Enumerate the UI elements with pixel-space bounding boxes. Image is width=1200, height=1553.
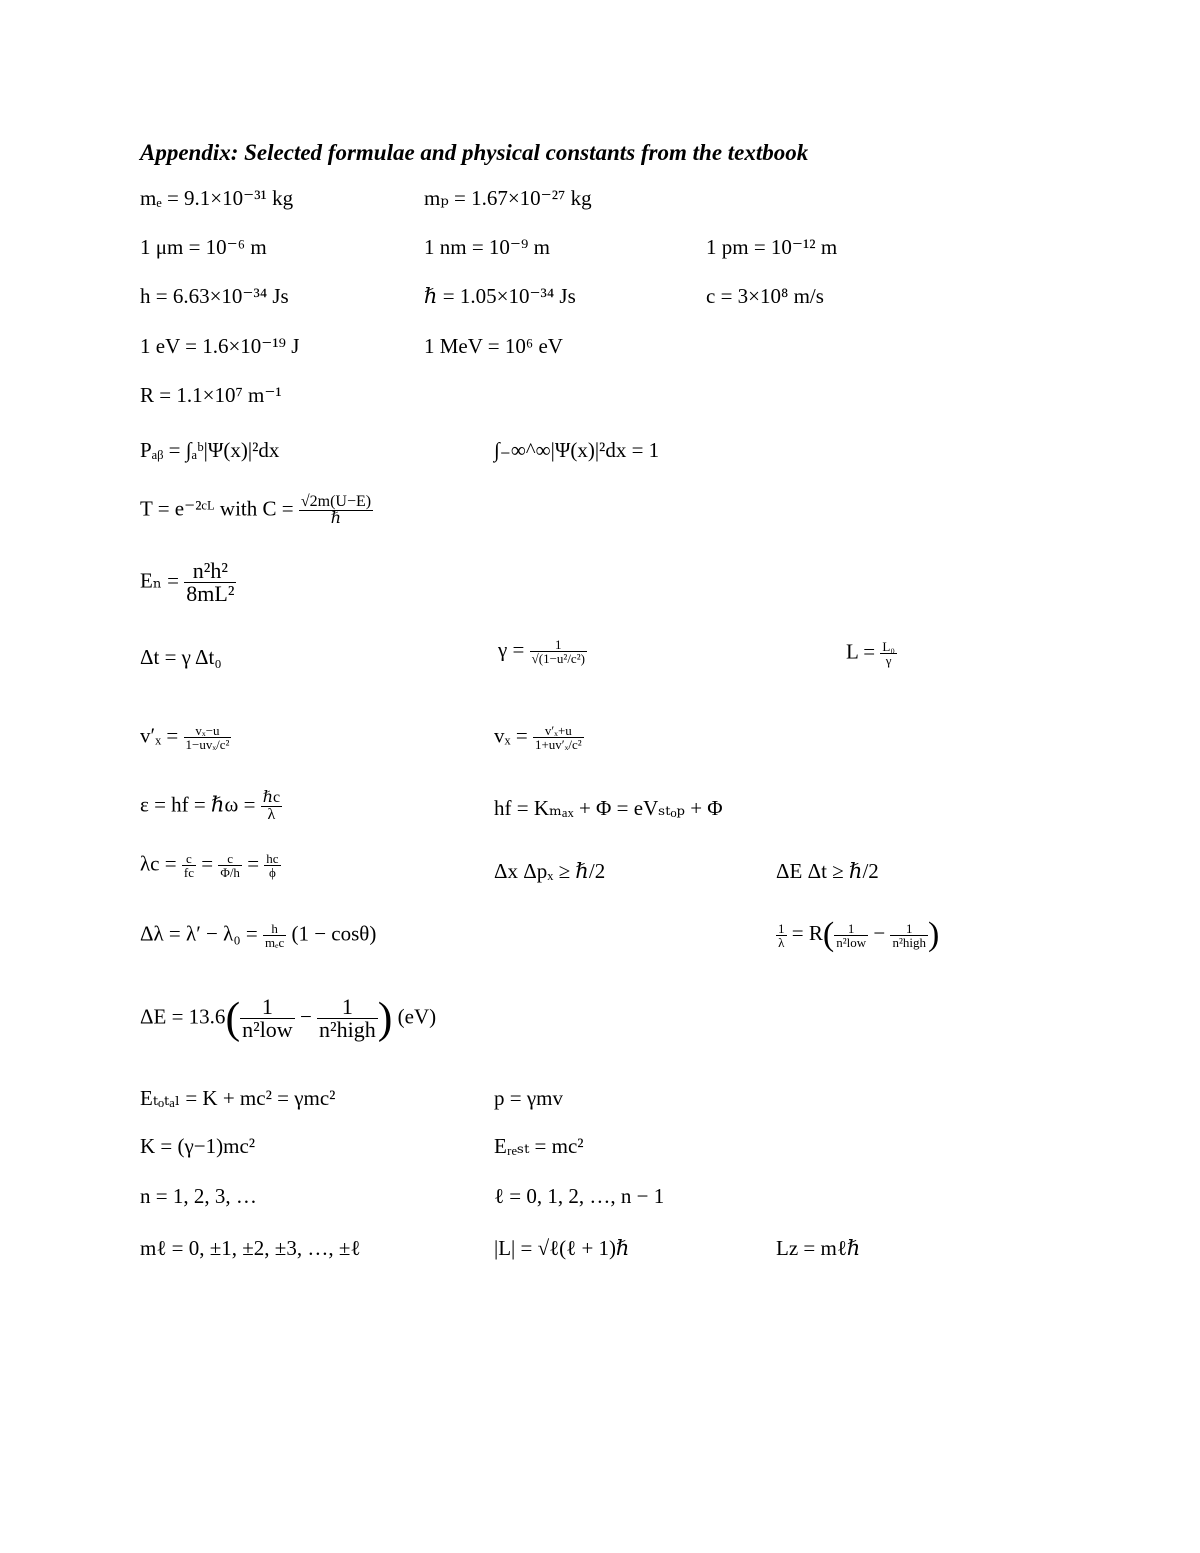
cutoff-f3-numerator: hc bbox=[266, 851, 279, 866]
vx-numerator: v′ₓ+u bbox=[533, 724, 584, 738]
cutoff-f2-denominator: Φ/h bbox=[220, 865, 240, 880]
gamma-denominator: √(1−u²/c²) bbox=[531, 651, 585, 666]
hydrogen-low-numerator: 1 bbox=[240, 996, 295, 1019]
photoelectric-equation: hf = Kₘₐₓ + Φ = eVₛₜₒₚ + Φ bbox=[494, 796, 723, 820]
cutoff-f3-denominator: ϕ bbox=[269, 865, 276, 880]
rest-energy: Eᵣₑₛₜ = mc² bbox=[494, 1134, 584, 1158]
rydberg-fraction-low bbox=[834, 922, 868, 949]
megaelectronvolt-conversion: 1 MeV = 10⁶ eV bbox=[424, 334, 563, 358]
principal-quantum-number: n = 1, 2, 3, … bbox=[140, 1184, 257, 1208]
compton-shift bbox=[140, 922, 376, 949]
rydberg-lhs-fraction bbox=[776, 922, 787, 949]
energy-fraction bbox=[184, 560, 236, 605]
photon-energy bbox=[140, 790, 282, 823]
vprime-numerator: vₓ−u bbox=[184, 724, 232, 738]
rydberg-lhs-numerator: 1 bbox=[778, 920, 785, 936]
vx-fraction bbox=[533, 724, 584, 751]
rydberg-fraction-high bbox=[890, 922, 928, 949]
energy-numerator: n²h² bbox=[184, 560, 236, 583]
length-lhs: L = bbox=[846, 639, 876, 664]
probability-integral: Pₐᵦ = ∫ₐᵇ|Ψ(x)|²dx bbox=[140, 438, 280, 462]
total-energy: Eₜₒₜₐₗ = K + mc² = γmc² bbox=[140, 1086, 336, 1110]
electron-mass: mₑ = 9.1×10⁻³¹ kg bbox=[140, 186, 294, 210]
normalization-integral: ∫₋∞^∞|Ψ(x)|²dx = 1 bbox=[494, 438, 660, 462]
vprime-denominator: 1−uvₓ/c² bbox=[185, 737, 230, 752]
hydrogen-minus: − bbox=[299, 1004, 312, 1029]
hydrogen-unit: (eV) bbox=[397, 1004, 437, 1029]
vx-denominator: 1+uv′ₓ/c² bbox=[534, 737, 582, 752]
cutoff-fraction-1 bbox=[182, 852, 196, 879]
vprime-fraction bbox=[184, 724, 232, 751]
cutoff-lhs: λc = bbox=[140, 851, 177, 876]
particle-in-box-energy bbox=[140, 560, 236, 605]
photon-energy-numerator: ℏc bbox=[262, 789, 281, 806]
compton-denominator: mₑc bbox=[265, 935, 285, 950]
hydrogen-fraction-low bbox=[240, 996, 295, 1041]
cutoff-fraction-2 bbox=[218, 852, 242, 879]
hydrogen-high-denominator: n²high bbox=[319, 1017, 376, 1042]
electronvolt-conversion: 1 eV = 1.6×10⁻¹⁹ J bbox=[140, 334, 300, 358]
micrometer-conversion: 1 μm = 10⁻⁶ m bbox=[140, 235, 267, 259]
orbital-quantum-number: ℓ = 0, 1, 2, …, n − 1 bbox=[494, 1184, 665, 1208]
energy-lhs: Eₙ = bbox=[140, 568, 180, 593]
compton-numerator: h bbox=[263, 922, 286, 936]
hydrogen-fraction-high bbox=[317, 996, 378, 1041]
rydberg-equals-r: = R bbox=[791, 920, 823, 945]
compton-post: (1 − cosθ) bbox=[291, 921, 377, 946]
gamma-numerator: 1 bbox=[530, 638, 587, 652]
length-numerator: L₀ bbox=[882, 639, 895, 654]
photon-energy-fraction bbox=[261, 790, 282, 823]
tunneling-c-denominator: ℏ bbox=[330, 510, 342, 527]
proton-mass: mₚ = 1.67×10⁻²⁷ kg bbox=[424, 186, 592, 210]
hydrogen-lhs: ΔE = 13.6 bbox=[140, 1004, 226, 1029]
nanometer-conversion: 1 nm = 10⁻⁹ m bbox=[424, 235, 550, 259]
tunneling-c-numerator: √2m(U−E) bbox=[300, 493, 372, 510]
cutoff-fraction-3 bbox=[264, 852, 280, 879]
magnetic-quantum-number: mℓ = 0, ±1, ±2, ±3, …, ±ℓ bbox=[140, 1236, 361, 1260]
hydrogen-high-numerator: 1 bbox=[317, 996, 378, 1019]
rydberg-constant: R = 1.1×10⁷ m⁻¹ bbox=[140, 383, 282, 407]
speed-of-light: c = 3×10⁸ m/s bbox=[706, 284, 824, 308]
length-contraction bbox=[846, 640, 897, 667]
lorentz-factor bbox=[498, 638, 587, 665]
tunneling-lhs: T = e⁻²ᶜᴸ with C = bbox=[140, 496, 294, 521]
tunneling-formula bbox=[140, 494, 373, 527]
appendix-title: Appendix: Selected formulae and physical constants from the textbook bbox=[140, 140, 809, 165]
gamma-lhs: γ = bbox=[498, 637, 525, 662]
reduced-planck-constant: ℏ = 1.05×10⁻³⁴ Js bbox=[424, 284, 576, 308]
rydberg-low-numerator: 1 bbox=[834, 922, 868, 936]
rydberg-minus: − bbox=[873, 920, 886, 945]
length-denominator: γ bbox=[885, 653, 892, 668]
cutoff-wavelength: λc = $\frac{c}{fc}$ = $\frac{c}{\Phi/h}$ = $\frac{hc}{\phi}$ bbox=[140, 851, 279, 880]
velocity-transform-prime bbox=[140, 724, 231, 751]
planck-constant: h = 6.63×10⁻³⁴ Js bbox=[140, 284, 289, 308]
picometer-conversion: 1 pm = 10⁻¹² m bbox=[706, 235, 838, 259]
tunneling-c-fraction bbox=[299, 494, 373, 527]
rydberg-formula: $\frac{1}{\lambda}$ = R( $\frac{1}{\text{n²low}}$ − $\frac{1}{\text{n²high}}$ ) bbox=[778, 916, 940, 953]
photon-energy-denominator: λ bbox=[267, 806, 276, 823]
rydberg-high-denominator: n²high bbox=[892, 934, 926, 950]
hydrogen-low-denominator: n²low bbox=[242, 1017, 293, 1042]
energy-denominator: 8mL² bbox=[186, 581, 235, 606]
relativistic-momentum: p = γmv bbox=[494, 1086, 563, 1110]
gamma-fraction bbox=[530, 638, 587, 665]
cutoff-f1-numerator: c bbox=[182, 852, 196, 866]
angular-momentum-z: Lz = mℓℏ bbox=[776, 1236, 861, 1260]
cutoff-f2-numerator: c bbox=[218, 852, 242, 866]
energy-time-uncertainty: ΔE Δt ≥ ℏ/2 bbox=[776, 859, 879, 883]
rydberg-low-denominator: n²low bbox=[836, 934, 867, 950]
rydberg-lhs-denominator: λ bbox=[778, 934, 785, 950]
photon-energy-lhs: ε = hf = ℏω = bbox=[140, 792, 256, 817]
time-dilation: Δt = γ Δt₀ bbox=[140, 645, 222, 669]
vprime-lhs: v′ₓ = bbox=[140, 723, 179, 748]
velocity-transform bbox=[494, 724, 584, 751]
hydrogen-transition-energy: ΔE = 13.6( $\frac{1}{\text{n²low}}$ − $\frac{1}{\text{n²high}}$ ) (eV) bbox=[140, 993, 437, 1043]
cutoff-f1-denominator: fc bbox=[183, 865, 194, 880]
compton-lhs: Δλ = λ′ − λ₀ = bbox=[140, 921, 258, 946]
compton-fraction bbox=[263, 922, 286, 949]
angular-momentum-magnitude: |L| = √ℓ(ℓ + 1)ℏ bbox=[494, 1236, 630, 1260]
length-fraction bbox=[880, 640, 896, 667]
vx-lhs: vₓ = bbox=[494, 723, 528, 748]
rydberg-high-numerator: 1 bbox=[890, 922, 928, 936]
kinetic-energy: K = (γ−1)mc² bbox=[140, 1134, 256, 1158]
position-momentum-uncertainty: Δx Δpₓ ≥ ℏ/2 bbox=[494, 859, 606, 883]
